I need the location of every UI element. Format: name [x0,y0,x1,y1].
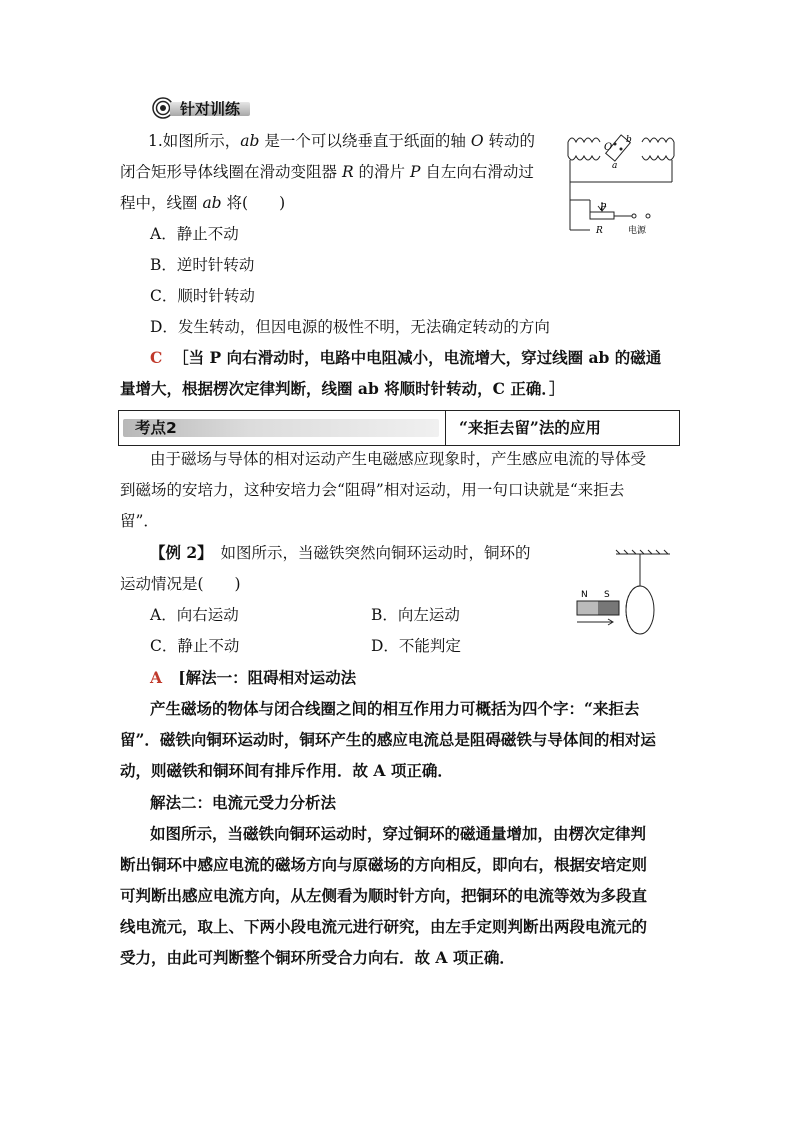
label-S: S [604,590,610,600]
intro-line-3: 留”． [120,512,159,530]
q1-option-a: A．静止不动 [150,225,239,243]
label-power-source: 电源 [628,226,647,236]
kaodian-label-cell [119,411,446,445]
ex2-option-d: D．不能判定 [371,637,461,655]
ex2-tag: 【例 2】 [150,543,205,562]
kaodian-box [118,410,680,446]
label-O: O [604,142,613,153]
ex2-method2-line-4: 线电流元，取上、下两小段电流元进行研究，由左手定则判断出两段电流元的 [120,917,648,936]
ex2-magnet-ring-figure [572,548,672,640]
q1-line-3: 程中，线圈 ab 将( ) [120,194,286,212]
intro-line-1: 由于磁场与导体的相对运动产生电磁感应现象时，产生感应电流的导体受 [150,450,647,468]
ex2-line-2: 运动情况是( ) [120,575,241,593]
ex2-answer-letter: A [150,668,163,687]
ex2-method1-line-3: 动，则磁铁和铜环间有排斥作用．故 A 项正确． [120,761,453,780]
badge-text: 针对训练 [180,100,241,118]
ex2-method2-line-1: 如图所示，当磁铁向铜环运动时，穿过铜环的磁通量增加，由楞次定律判 [150,824,647,843]
label-a: a [612,161,618,171]
ex2-method1-line-1: 产生磁场的物体与闭合线圈之间的相互作用力可概括为四个字：“来拒去 [150,699,640,718]
label-P: P [600,203,607,213]
ex2-method2-line-3: 可判断出感应电流方向，从左侧看为顺时针方向，把铜环的电流等效为多段直 [120,886,648,905]
ex2-method2-line-5: 受力，由此可判断整个铜环所受合力向右．故 A 项正确． [120,948,515,967]
kaodian-label: 考点2 [135,419,177,437]
label-b: b [626,135,632,145]
q1-line-2: 闭合矩形导体线圈在滑动变阻器 R 的滑片 P 自左向右滑动过 [120,163,534,181]
intro-line-2: 到磁场的安培力，这种安培力会“阻碍”相对运动，用一句口诀就是“来拒去 [120,481,625,499]
label-N: N [581,590,588,600]
ex2-option-b: B．向左运动 [371,606,460,624]
label-R: R [596,226,603,236]
q1-answer-line-1: C ［当 P 向右滑动时，电路中电阻减小，电流增大，穿过线圈 ab 的磁通 [150,348,662,367]
q1-circuit-figure [560,130,680,240]
ex2-method2-line-2: 断出铜环中感应电流的磁场方向与原磁场的方向相反，即向右，根据安培定则 [120,855,648,874]
q1-option-c: C．顺时针转动 [150,287,255,305]
ex2-method1-line-2: 留”．磁铁向铜环运动时，铜环产生的感应电流总是阻碍磁铁与导体间的相对运 [120,730,656,749]
q1-answer-line-2: 量增大，根据楞次定律判断，线圈 ab 将顺时针转动，C 正确．］ [120,379,565,398]
kaodian-title: “来拒去留”法的应用 [459,418,601,437]
ex2-line-1: 【例 2】 如图所示，当磁铁突然向铜环运动时，铜环的 [150,543,531,562]
ex2-option-c: C．静止不动 [150,637,240,655]
q1-answer-letter: C [150,348,163,367]
q1-line-1: 1.如图所示，ab 是一个可以绕垂直于纸面的轴 O 转动的 [148,132,535,150]
section-badge [152,97,252,119]
q1-option-d: D．发生转动，但因电源的极性不明，无法确定转动的方向 [150,318,550,336]
ex2-answer-line: A [解法一：阻碍相对运动法 [150,668,357,687]
ex2-method2-title: 解法二：电流元受力分析法 [150,793,337,812]
ex2-option-a: A．向右运动 [150,606,239,624]
q1-option-b: B．逆时针转动 [150,256,255,274]
